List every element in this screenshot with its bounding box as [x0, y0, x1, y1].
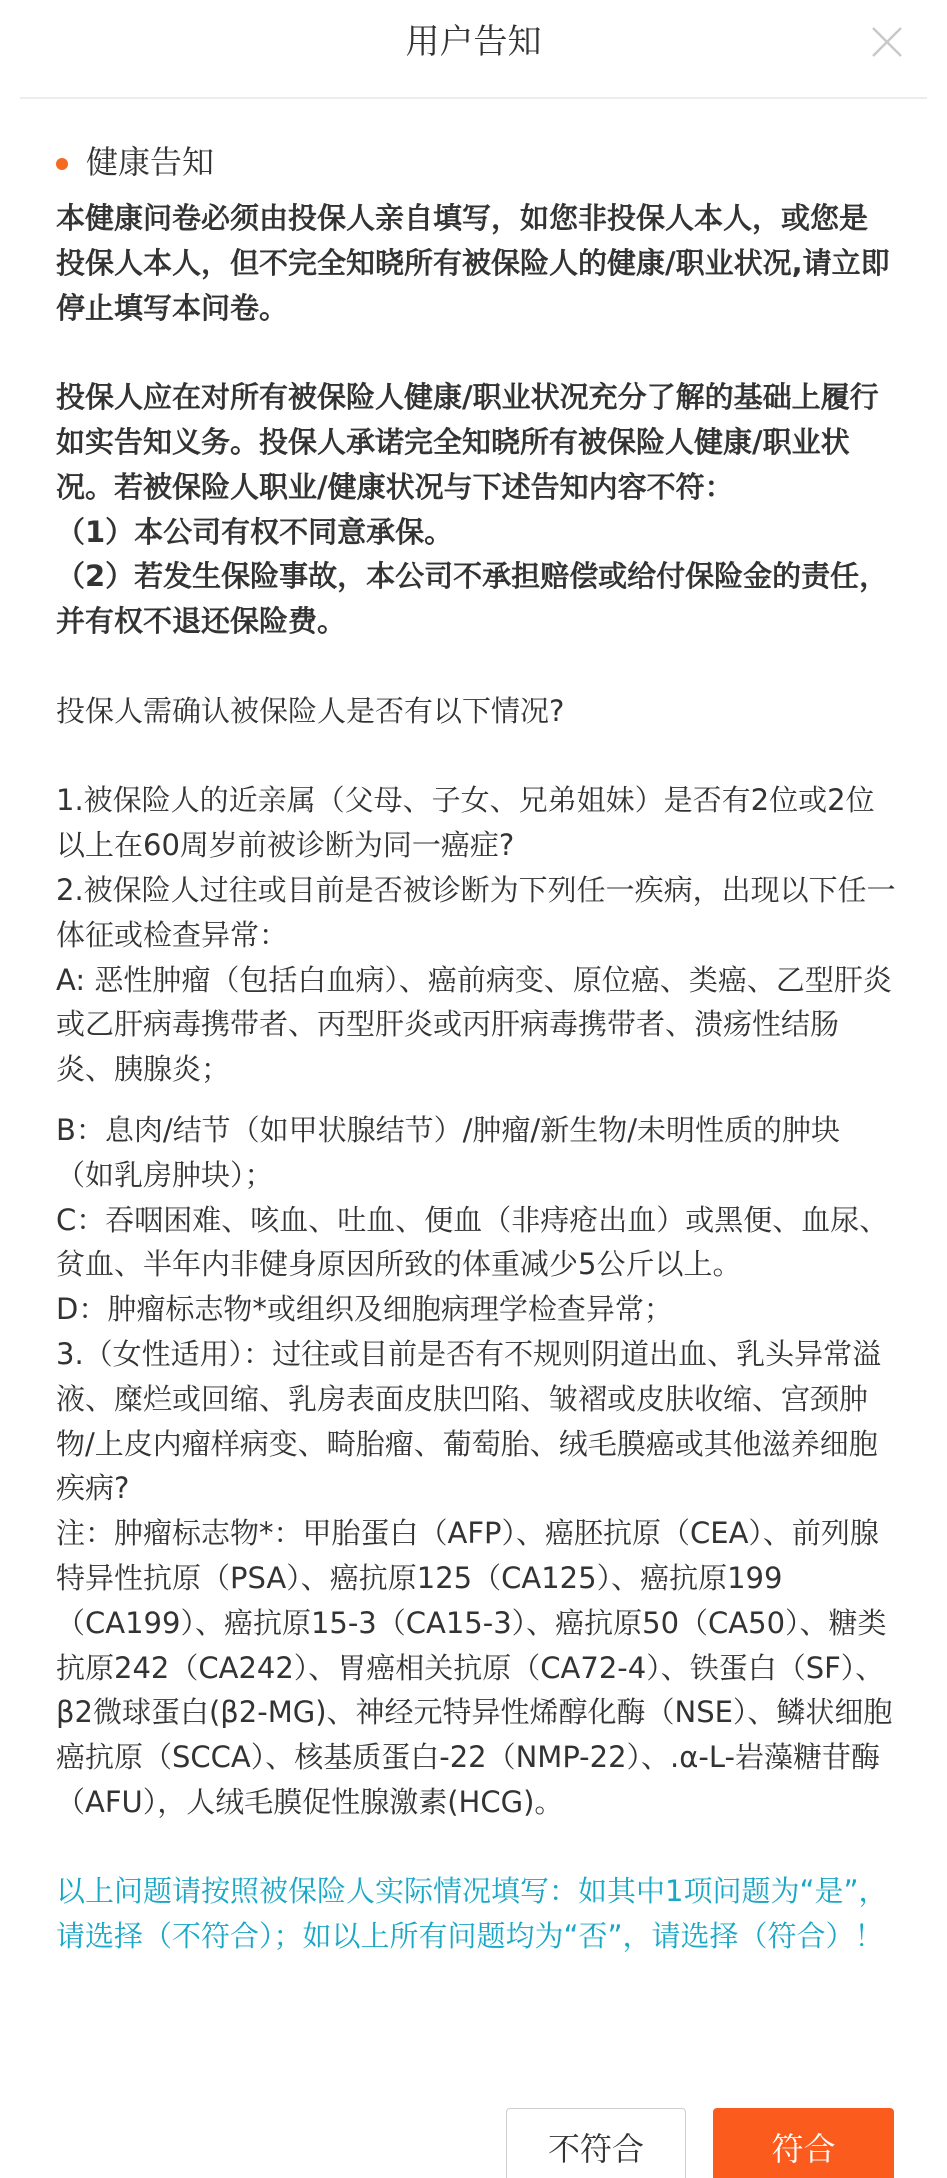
question-3: 3.（女性适用）：过往或目前是否有不规则阴道出血、乳头异常溢液、糜烂或回缩、乳房表面皮肤凹陷、皱褶或皮肤收缩、宫颈肿物/上皮内瘤样病变、畸胎瘤、葡萄胎、绒毛膜癌或其他滋养细胞疾病?	[56, 1336, 882, 1506]
question-intro: 投保人需确认被保险人是否有以下情况?	[56, 693, 565, 728]
section-heading	[56, 138, 896, 186]
bullet-dot-icon	[56, 158, 68, 170]
question-2: 2.被保险人过往或目前是否被诊断为下列任一疾病，出现以下任一体征或检查异常：	[56, 872, 896, 952]
dialog-title: 用户告知	[405, 22, 542, 62]
header-divider	[20, 97, 927, 99]
obligation-item-2: （2）若发生保险事故，本公司不承担赔偿或给付保险金的责任，并有权不退还保险费。	[56, 559, 889, 639]
obligation-item-1: （1）本公司有权不同意承保。	[56, 514, 454, 549]
section-title: 健康告知	[86, 143, 215, 181]
selection-tip: 以上问题请按照被保险人实际情况填写：如其中1项问题为“是”，请选择（不符合）；如以上所有问题均为“否”，请选择（符合）！	[56, 1874, 888, 1954]
close-button[interactable]	[867, 22, 907, 62]
match-button[interactable]: 符合	[713, 2108, 894, 2178]
obligation-paragraph: 投保人应在对所有被保险人健康/职业状况充分了解的基础上履行如实告知义务。投保人承诺完全知晓所有被保险人健康/职业状况。若被保险人职业/健康状况与下述告知内容不符：	[56, 380, 879, 504]
tumor-marker-note: 注：肿瘤标志物*：甲胎蛋白（AFP）、癌胚抗原（CEA）、前列腺特异性抗原（PSA）、癌抗原125（CA125）、癌抗原199（CA199）、癌抗原15-3（CA15-3）、癌抗原50（CA50）、糖类抗原242（CA242）、胃癌相关抗原（CA72-4）、铁蛋白（SF）、β2微球蛋白(β2-MG)、神经元特异性烯醇化酶（NSE）、鳞状细胞癌抗原（SCCA）、核基质蛋白-22（NMP-22）、.α-L-岩藻糖苷酶（AFU），人绒毛膜促性腺激素(HCG)。	[56, 1516, 893, 1819]
warning-paragraph: 本健康问卷必须由投保人亲自填写，如您非投保人本人，或您是投保人本人，但不完全知晓所有被保险人的健康/职业状况,请立即停止填写本问卷。	[56, 201, 890, 325]
question-2-d: D：肿瘤标志物*或组织及细胞病理学检查异常；	[56, 1292, 673, 1327]
question-2-c: C：吞咽困难、咳血、吐血、便血（非痔疮出血）或黑便、血尿、贫血、半年内非健身原因所致的体重减少5公斤以上。	[56, 1202, 889, 1282]
notice-content	[56, 138, 896, 1959]
action-footer	[0, 2100, 947, 2178]
not-match-button[interactable]: 不符合	[506, 2108, 686, 2178]
dialog-header	[0, 0, 947, 97]
close-icon	[867, 22, 907, 62]
question-1: 1.被保险人的近亲属（父母、子女、兄弟姐妹）是否有2位或2位以上在60周岁前被诊断为同一癌症?	[56, 783, 875, 863]
question-2-a: A: 恶性肿瘤（包括白血病）、癌前病变、原位癌、类癌、乙型肝炎或乙肝病毒携带者、丙型肝炎或丙肝病毒携带者、溃疡性结肠炎、胰腺炎；	[56, 962, 892, 1087]
question-2-b: B：息肉/结节（如甲状腺结节）/肿瘤/新生物/未明性质的肿块（如乳房肿块）；	[56, 1112, 840, 1192]
